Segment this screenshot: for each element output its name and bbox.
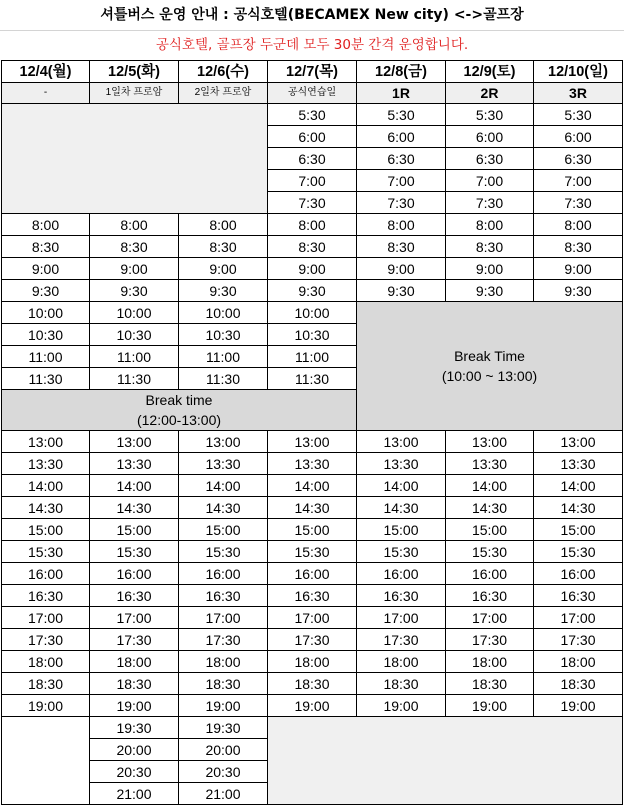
- time-cell: 6:00: [446, 126, 534, 148]
- time-cell: 16:00: [2, 563, 90, 585]
- time-row: [2, 236, 623, 258]
- time-cell: 13:30: [357, 453, 446, 475]
- time-row: [2, 563, 623, 585]
- time-cell: 18:30: [357, 673, 446, 695]
- time-cell: 8:30: [2, 236, 90, 258]
- time-cell: 8:30: [446, 236, 534, 258]
- time-cell: 8:30: [268, 236, 357, 258]
- time-cell: 9:00: [534, 258, 623, 280]
- time-cell: 15:30: [2, 541, 90, 563]
- time-cell: 9:00: [179, 258, 268, 280]
- day-header: 12/8(금): [357, 61, 446, 83]
- day-header: 12/5(화): [90, 61, 179, 83]
- time-row: [2, 280, 623, 302]
- time-cell: 7:30: [446, 192, 534, 214]
- practice-break: [2, 390, 357, 431]
- time-cell: 14:30: [2, 497, 90, 519]
- time-cell: 19:30: [90, 717, 179, 739]
- practice-break-title: Break time: [145, 392, 213, 408]
- time-cell: 14:00: [357, 475, 446, 497]
- time-cell: 15:30: [357, 541, 446, 563]
- day-header: 12/9(토): [446, 61, 534, 83]
- time-cell: 11:00: [179, 346, 268, 368]
- time-cell: 18:00: [179, 651, 268, 673]
- time-cell: 15:30: [90, 541, 179, 563]
- day-header-row: [2, 61, 623, 83]
- time-cell: 15:30: [179, 541, 268, 563]
- time-cell: 16:30: [90, 585, 179, 607]
- time-row: [2, 717, 623, 739]
- time-cell: 15:00: [179, 519, 268, 541]
- time-cell: 16:30: [2, 585, 90, 607]
- tournament-break-range: (10:00 ~ 13:00): [441, 368, 538, 384]
- time-cell: 6:30: [268, 148, 357, 170]
- blank-area: [2, 717, 90, 805]
- time-cell: 9:00: [446, 258, 534, 280]
- time-cell: 11:00: [2, 346, 90, 368]
- day-header: 12/4(월): [2, 61, 90, 83]
- time-cell: 7:00: [446, 170, 534, 192]
- time-cell: 17:30: [357, 629, 446, 651]
- time-cell: 10:00: [268, 302, 357, 324]
- tournament-break-title: Break Time: [454, 348, 525, 364]
- time-cell: 15:00: [357, 519, 446, 541]
- time-cell: 14:00: [2, 475, 90, 497]
- time-cell: 15:00: [90, 519, 179, 541]
- time-row: [2, 585, 623, 607]
- time-cell: 11:30: [90, 368, 179, 390]
- time-cell: 16:30: [446, 585, 534, 607]
- time-cell: 17:00: [179, 607, 268, 629]
- day-header: 12/6(수): [179, 61, 268, 83]
- time-row: [2, 607, 623, 629]
- time-cell: 17:30: [268, 629, 357, 651]
- time-cell: 18:00: [268, 651, 357, 673]
- time-cell: 7:30: [534, 192, 623, 214]
- time-cell: 17:00: [268, 607, 357, 629]
- program-row: [2, 83, 623, 104]
- time-cell: 16:00: [534, 563, 623, 585]
- time-row: [2, 629, 623, 651]
- time-cell: 16:00: [268, 563, 357, 585]
- time-cell: 10:30: [2, 324, 90, 346]
- time-cell: 11:00: [268, 346, 357, 368]
- time-cell: 17:30: [90, 629, 179, 651]
- day-header: 12/10(일): [534, 61, 623, 83]
- time-cell: 8:00: [446, 214, 534, 236]
- time-cell: 13:30: [268, 453, 357, 475]
- time-cell: 13:30: [534, 453, 623, 475]
- time-cell: 13:30: [179, 453, 268, 475]
- time-cell: 7:00: [534, 170, 623, 192]
- time-cell: 6:30: [534, 148, 623, 170]
- time-cell: 9:00: [2, 258, 90, 280]
- time-cell: 20:00: [90, 739, 179, 761]
- time-cell: 13:00: [90, 431, 179, 453]
- time-cell: 6:00: [268, 126, 357, 148]
- time-cell: 14:30: [446, 497, 534, 519]
- time-row: [2, 695, 623, 717]
- time-cell: 13:00: [2, 431, 90, 453]
- time-cell: 19:00: [2, 695, 90, 717]
- time-cell: 5:30: [534, 104, 623, 126]
- time-row: [2, 104, 623, 126]
- time-cell: 14:30: [268, 497, 357, 519]
- time-cell: 14:00: [179, 475, 268, 497]
- time-cell: 7:00: [357, 170, 446, 192]
- tournament-break: [357, 302, 623, 431]
- time-cell: 8:00: [179, 214, 268, 236]
- time-cell: 8:30: [357, 236, 446, 258]
- time-cell: 18:00: [534, 651, 623, 673]
- time-cell: 18:00: [357, 651, 446, 673]
- time-cell: 10:30: [179, 324, 268, 346]
- time-cell: 10:00: [179, 302, 268, 324]
- time-cell: 15:30: [446, 541, 534, 563]
- time-cell: 17:00: [90, 607, 179, 629]
- time-cell: 19:30: [179, 717, 268, 739]
- page-title: 셔틀버스 운영 안내 : 공식호텔(BECAMEX New city) <->골프장: [0, 0, 624, 31]
- time-cell: 9:30: [268, 280, 357, 302]
- time-row: [2, 214, 623, 236]
- time-cell: 11:00: [90, 346, 179, 368]
- time-cell: 18:30: [446, 673, 534, 695]
- time-cell: 15:00: [2, 519, 90, 541]
- time-cell: 17:00: [534, 607, 623, 629]
- time-cell: 15:00: [534, 519, 623, 541]
- time-cell: 16:00: [179, 563, 268, 585]
- time-cell: 8:30: [179, 236, 268, 258]
- time-cell: 19:00: [357, 695, 446, 717]
- time-cell: 6:30: [357, 148, 446, 170]
- time-cell: 16:00: [446, 563, 534, 585]
- time-cell: 18:00: [90, 651, 179, 673]
- time-cell: 19:00: [446, 695, 534, 717]
- time-cell: 14:30: [534, 497, 623, 519]
- time-cell: 18:30: [179, 673, 268, 695]
- time-cell: 9:00: [357, 258, 446, 280]
- time-cell: 8:30: [534, 236, 623, 258]
- time-cell: 16:30: [179, 585, 268, 607]
- time-cell: 7:00: [268, 170, 357, 192]
- no-service-area: [2, 104, 268, 214]
- time-cell: 20:30: [90, 761, 179, 783]
- time-cell: 9:30: [446, 280, 534, 302]
- time-cell: 17:00: [357, 607, 446, 629]
- time-cell: 11:30: [179, 368, 268, 390]
- time-cell: 10:30: [90, 324, 179, 346]
- time-cell: 15:30: [534, 541, 623, 563]
- time-cell: 17:00: [2, 607, 90, 629]
- time-cell: 18:30: [268, 673, 357, 695]
- time-cell: 14:30: [179, 497, 268, 519]
- time-cell: 9:30: [534, 280, 623, 302]
- time-cell: 13:00: [446, 431, 534, 453]
- time-row: [2, 651, 623, 673]
- time-cell: 14:30: [357, 497, 446, 519]
- time-cell: 15:00: [268, 519, 357, 541]
- practice-break-range: (12:00-13:00): [136, 412, 222, 428]
- time-cell: 10:30: [268, 324, 357, 346]
- time-cell: 18:00: [446, 651, 534, 673]
- page-subtitle: 공식호텔, 골프장 두군데 모두 30분 간격 운영합니다.: [155, 37, 469, 53]
- time-cell: 9:00: [268, 258, 357, 280]
- time-row: [2, 453, 623, 475]
- time-cell: 8:00: [2, 214, 90, 236]
- time-cell: 21:00: [179, 783, 268, 805]
- time-cell: 16:30: [534, 585, 623, 607]
- time-cell: 5:30: [357, 104, 446, 126]
- time-cell: 5:30: [446, 104, 534, 126]
- time-cell: 9:30: [357, 280, 446, 302]
- time-cell: 13:30: [446, 453, 534, 475]
- time-cell: 14:00: [90, 475, 179, 497]
- time-cell: 7:30: [357, 192, 446, 214]
- time-cell: 13:00: [179, 431, 268, 453]
- time-cell: 19:00: [534, 695, 623, 717]
- time-cell: 16:30: [357, 585, 446, 607]
- time-cell: 16:00: [90, 563, 179, 585]
- time-cell: 8:00: [357, 214, 446, 236]
- schedule-table: [1, 60, 623, 805]
- time-row: [2, 519, 623, 541]
- time-cell: 13:30: [2, 453, 90, 475]
- time-row: [2, 541, 623, 563]
- time-cell: 15:30: [268, 541, 357, 563]
- program-label: 2R: [446, 83, 534, 104]
- time-row: [2, 431, 623, 453]
- day-header: 12/7(목): [268, 61, 357, 83]
- program-label: 1일차 프로암: [90, 83, 179, 104]
- time-cell: 19:00: [268, 695, 357, 717]
- time-cell: 17:30: [2, 629, 90, 651]
- time-cell: 6:00: [357, 126, 446, 148]
- time-cell: 19:00: [179, 695, 268, 717]
- time-cell: 14:00: [534, 475, 623, 497]
- time-cell: 19:00: [90, 695, 179, 717]
- time-cell: 8:00: [268, 214, 357, 236]
- time-cell: 8:30: [90, 236, 179, 258]
- time-row: [2, 475, 623, 497]
- time-cell: 9:30: [179, 280, 268, 302]
- time-cell: 5:30: [268, 104, 357, 126]
- time-cell: 14:00: [268, 475, 357, 497]
- time-cell: 11:30: [268, 368, 357, 390]
- time-cell: 17:30: [534, 629, 623, 651]
- time-cell: 6:30: [446, 148, 534, 170]
- time-row: [2, 258, 623, 280]
- time-cell: 15:00: [446, 519, 534, 541]
- program-label: 공식연습일: [268, 83, 357, 104]
- time-cell: 7:30: [268, 192, 357, 214]
- time-cell: 11:30: [2, 368, 90, 390]
- time-cell: 17:30: [446, 629, 534, 651]
- time-cell: 16:00: [357, 563, 446, 585]
- time-row: [2, 497, 623, 519]
- time-cell: 8:00: [90, 214, 179, 236]
- time-cell: 18:30: [90, 673, 179, 695]
- time-cell: 13:00: [534, 431, 623, 453]
- time-cell: 13:00: [268, 431, 357, 453]
- time-cell: 10:00: [90, 302, 179, 324]
- time-cell: 20:00: [179, 739, 268, 761]
- time-row: [2, 302, 623, 324]
- time-cell: 13:30: [90, 453, 179, 475]
- time-cell: 8:00: [534, 214, 623, 236]
- time-cell: 13:00: [357, 431, 446, 453]
- time-cell: 17:30: [179, 629, 268, 651]
- time-cell: 10:00: [2, 302, 90, 324]
- time-cell: 20:30: [179, 761, 268, 783]
- time-cell: 18:30: [534, 673, 623, 695]
- program-label: 2일차 프로암: [179, 83, 268, 104]
- program-label: -: [2, 83, 90, 104]
- time-cell: 9:30: [2, 280, 90, 302]
- time-cell: 18:00: [2, 651, 90, 673]
- program-label: 3R: [534, 83, 623, 104]
- time-cell: 21:00: [90, 783, 179, 805]
- time-cell: 6:00: [534, 126, 623, 148]
- no-service-area: [268, 717, 623, 805]
- time-cell: 17:00: [446, 607, 534, 629]
- time-cell: 16:30: [268, 585, 357, 607]
- time-cell: 9:30: [90, 280, 179, 302]
- time-cell: 18:30: [2, 673, 90, 695]
- time-cell: 9:00: [90, 258, 179, 280]
- program-label: 1R: [357, 83, 446, 104]
- time-cell: 14:30: [90, 497, 179, 519]
- time-cell: 14:00: [446, 475, 534, 497]
- time-row: [2, 673, 623, 695]
